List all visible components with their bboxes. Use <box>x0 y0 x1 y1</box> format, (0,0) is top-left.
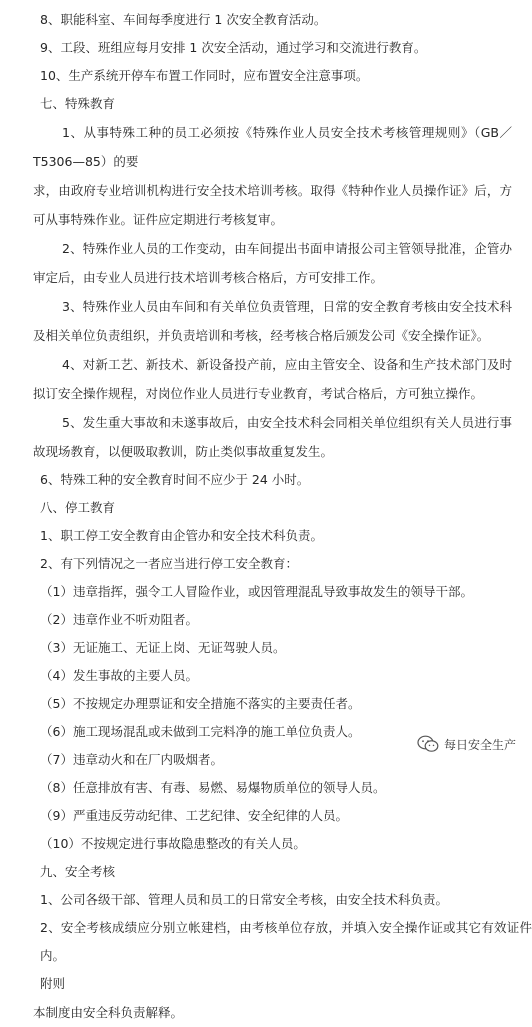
section-heading: 七、特殊教育 <box>40 96 116 111</box>
paragraph: 2、安全考核成绩应分别立帐建档，由考核单位存放，并填入安全操作证或其它有效证件内。 <box>40 920 532 963</box>
paragraph: （2）违章作业不听劝阻者。 <box>40 612 198 627</box>
section-heading: 八、停工教育 <box>40 500 116 515</box>
paragraph: 6、特殊工种的安全教育时间不应少于 24 小时。 <box>40 472 310 487</box>
paragraph: （4）发生事故的主要人员。 <box>40 668 198 683</box>
paragraph: （10）不按规定进行事故隐患整改的有关人员。 <box>40 836 306 851</box>
paragraph-text: 5、发生重大事故和未遂事故后，由安全技术科会同相关单位组织有关人员进行事故现场教育，以便吸取教训，防止类似事故重复发生。 <box>33 415 512 459</box>
paragraph-text: 2、特殊作业人员的工作变动，由车间提出书面申请报公司主管领导批准，企管办审定后，由专业人员进行技术培训考核合格后，方可安排工作。 <box>33 241 512 285</box>
section-heading: 九、安全考核 <box>40 864 116 879</box>
paragraph: （6）施工现场混乱或未做到工完料净的施工单位负责人。 <box>40 724 361 739</box>
paragraph: 8、职能科室、车间每季度进行 1 次安全教育活动。 <box>40 12 327 27</box>
watermark-text: 每日安全生产 <box>443 737 516 752</box>
paragraph <box>0 292 532 350</box>
paragraph-text: 求，由政府专业培训机构进行安全技术培训考核。取得《特种作业人员操作证》后，方可从事特殊作业。证件应定期进行考核复审。 <box>33 183 512 227</box>
paragraph <box>0 350 532 408</box>
paragraph: 9、工段、班组应每月安排 1 次安全活动，通过学习和交流进行教育。 <box>40 40 427 55</box>
paragraph: 本制度由安全科负责解释。 <box>33 1005 184 1020</box>
document-body <box>0 6 532 1027</box>
paragraph: 1、职工停工安全教育由企管办和安全技术科负责。 <box>40 528 323 543</box>
paragraph-text: 3、特殊作业人员由车间和有关单位负责管理，日常的安全教育考核由安全技术科及相关单位负责组织，并负责培训和考核，经考核合格后颁发公司《安全操作证》。 <box>33 299 512 343</box>
paragraph: 10、生产系统开停车布置工作同时，应布置安全注意事项。 <box>40 68 369 83</box>
paragraph: （8）任意排放有害、有毒、易燃、易爆物质单位的领导人员。 <box>40 780 386 795</box>
paragraph-text: 1、从事特殊工种的员工必须按《特殊作业人员安全技术考核管理规则》（GB／T5306—85）的要 <box>33 125 512 169</box>
paragraph: （9）严重违反劳动纪律、工艺纪律、安全纪律的人员。 <box>40 808 348 823</box>
paragraph: 附则 <box>40 976 66 991</box>
paragraph: （3）无证施工、无证上岗、无证驾驶人员。 <box>40 640 286 655</box>
paragraph: 1、公司各级干部、管理人员和员工的日常安全考核，由安全技术科负责。 <box>40 892 448 907</box>
paragraph-text: 4、对新工艺、新技术、新设备投产前，应由主管安全、设备和生产技术部门及时拟订安全操作规程，对岗位作业人员进行专业教育，考试合格后，方可独立操作。 <box>33 357 512 401</box>
wechat-icon <box>417 735 439 753</box>
paragraph: 2、有下列情况之一者应当进行停工安全教育： <box>40 556 298 571</box>
paragraph <box>0 408 532 466</box>
paragraph: （7）违章动火和在厂内吸烟者。 <box>40 752 223 767</box>
paragraph <box>0 118 532 234</box>
watermark <box>417 735 516 753</box>
paragraph: （1）违章指挥，强令工人冒险作业，或因管理混乱导致事故发生的领导干部。 <box>40 584 473 599</box>
paragraph: （5）不按规定办理票证和安全措施不落实的主要责任者。 <box>40 696 361 711</box>
paragraph <box>0 234 532 292</box>
